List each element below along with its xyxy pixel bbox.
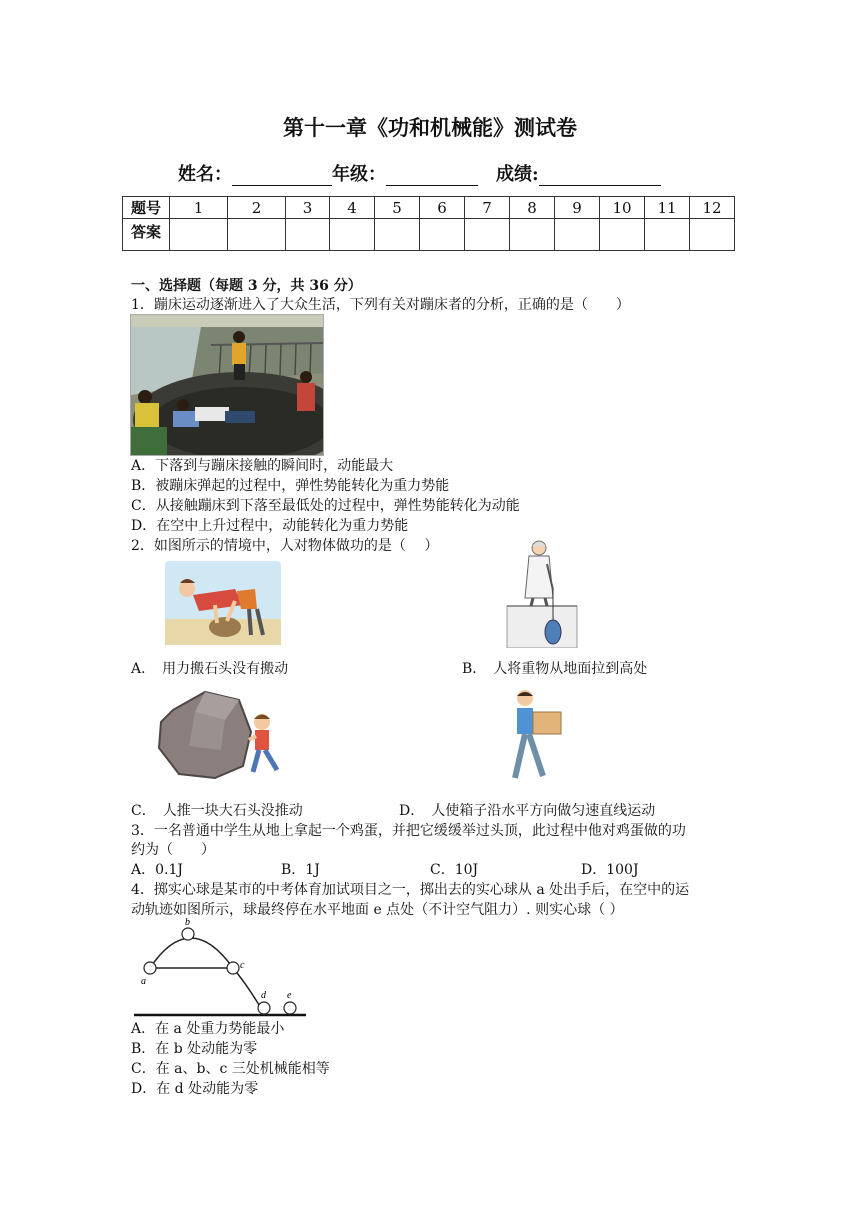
answer-cell[interactable] bbox=[510, 219, 555, 251]
answer-header: 答案 bbox=[123, 219, 170, 251]
trampoline-photo bbox=[130, 314, 324, 456]
answer-cell[interactable] bbox=[375, 219, 420, 251]
score-field[interactable] bbox=[539, 167, 661, 186]
question-number-cell: 4 bbox=[330, 197, 375, 219]
question-number-cell: 7 bbox=[465, 197, 510, 219]
q2-option-a: A． 用力搬石头没有搬动 bbox=[131, 661, 289, 677]
score-label: 成绩: bbox=[496, 164, 539, 185]
q4-option-d: D．在 d 处动能为零 bbox=[131, 1081, 259, 1097]
student-info bbox=[178, 160, 661, 186]
q1-option-b: B．被蹦床弹起的过程中，弹性势能转化为重力势能 bbox=[131, 478, 450, 494]
question-number-cell: 9 bbox=[555, 197, 600, 219]
question-3-stem-line1: 3．一名普通中学生从地上拿起一个鸡蛋，并把它缓缓举过头顶，此过程中他对鸡蛋做的功 bbox=[131, 823, 686, 839]
ball-trajectory-diagram bbox=[130, 918, 310, 1018]
question-number-cell: 3 bbox=[286, 197, 330, 219]
question-number-cell: 2 bbox=[228, 197, 286, 219]
label-c: c bbox=[240, 960, 245, 971]
question-number-header: 题号 bbox=[123, 197, 170, 219]
carrying-box-illustration bbox=[503, 688, 565, 784]
section-heading: 一、选择题（每题 3 分，共 36 分） bbox=[131, 278, 362, 294]
question-4-stem-line1: 4．掷实心球是某市的中考体育加试项目之一，掷出去的实心球从 a 处出手后，在空中的运 bbox=[131, 882, 690, 898]
pushing-rock-illustration bbox=[155, 690, 287, 782]
answer-cell[interactable] bbox=[228, 219, 286, 251]
answer-cell[interactable] bbox=[465, 219, 510, 251]
question-number-cell: 8 bbox=[510, 197, 555, 219]
jumping-girl bbox=[232, 331, 246, 380]
question-3-stem-line2: 约为（ ） bbox=[131, 842, 215, 858]
answer-cell[interactable] bbox=[690, 219, 735, 251]
question-number-cell: 12 bbox=[690, 197, 735, 219]
answer-cell[interactable] bbox=[330, 219, 375, 251]
q3-option-a: A．0.1J bbox=[131, 862, 183, 878]
page-title: 第十一章《功和机械能》测试卷 bbox=[283, 115, 577, 140]
q1-option-d: D．在空中上升过程中，动能转化为重力势能 bbox=[131, 518, 409, 534]
answer-table bbox=[122, 196, 735, 251]
grade-label: 年级： bbox=[332, 164, 386, 185]
q3-option-d: D．100J bbox=[581, 862, 639, 878]
q4-option-a: A．在 a 处重力势能最小 bbox=[131, 1021, 285, 1037]
answer-cell[interactable] bbox=[600, 219, 645, 251]
question-number-cell: 11 bbox=[645, 197, 690, 219]
answer-cell[interactable] bbox=[420, 219, 465, 251]
q1-option-c: C．从接触蹦床到下落至最低处的过程中，弹性势能转化为动能 bbox=[131, 498, 520, 514]
label-b: b bbox=[185, 918, 190, 928]
label-a: a bbox=[141, 976, 146, 987]
answer-cell[interactable] bbox=[555, 219, 600, 251]
question-4-stem-line2: 动轨迹如图所示，球最终停在水平地面 e 点处（不计空气阻力）. 则实心球（ ） bbox=[131, 902, 624, 918]
label-d: d bbox=[261, 990, 266, 1001]
q4-option-c: C．在 a、b、c 三处机械能相等 bbox=[131, 1061, 330, 1077]
question-number-cell: 5 bbox=[375, 197, 420, 219]
answer-cell[interactable] bbox=[170, 219, 228, 251]
q4-option-b: B．在 b 处动能为零 bbox=[131, 1041, 258, 1057]
q3-option-b: B．1J bbox=[281, 862, 320, 878]
q3-option-c: C．10J bbox=[430, 862, 479, 878]
q2-option-d: D． 人使箱子沿水平方向做匀速直线运动 bbox=[399, 803, 656, 819]
question-2-stem: 2．如图所示的情境中，人对物体做功的是（ ） bbox=[131, 538, 439, 554]
q1-option-a: A．下落到与蹦床接触的瞬间时，动能最大 bbox=[131, 458, 394, 474]
pulling-weight-illustration bbox=[499, 538, 579, 648]
question-1-stem: 1．蹦床运动逐渐进入了大众生活，下列有关对蹦床者的分析，正确的是（ ） bbox=[131, 297, 630, 313]
name-field[interactable] bbox=[232, 167, 332, 186]
answer-cell[interactable] bbox=[286, 219, 330, 251]
label-e: e bbox=[287, 990, 292, 1001]
lifting-stone-illustration bbox=[165, 561, 281, 645]
question-number-cell: 10 bbox=[600, 197, 645, 219]
name-label: 姓名： bbox=[178, 164, 232, 185]
question-number-cell: 1 bbox=[170, 197, 228, 219]
q2-option-c: C． 人推一块大石头没推动 bbox=[131, 803, 303, 819]
answer-cell[interactable] bbox=[645, 219, 690, 251]
question-number-cell: 6 bbox=[420, 197, 465, 219]
q2-option-b: B． 人将重物从地面拉到高处 bbox=[462, 661, 648, 677]
grade-field[interactable] bbox=[386, 167, 478, 186]
